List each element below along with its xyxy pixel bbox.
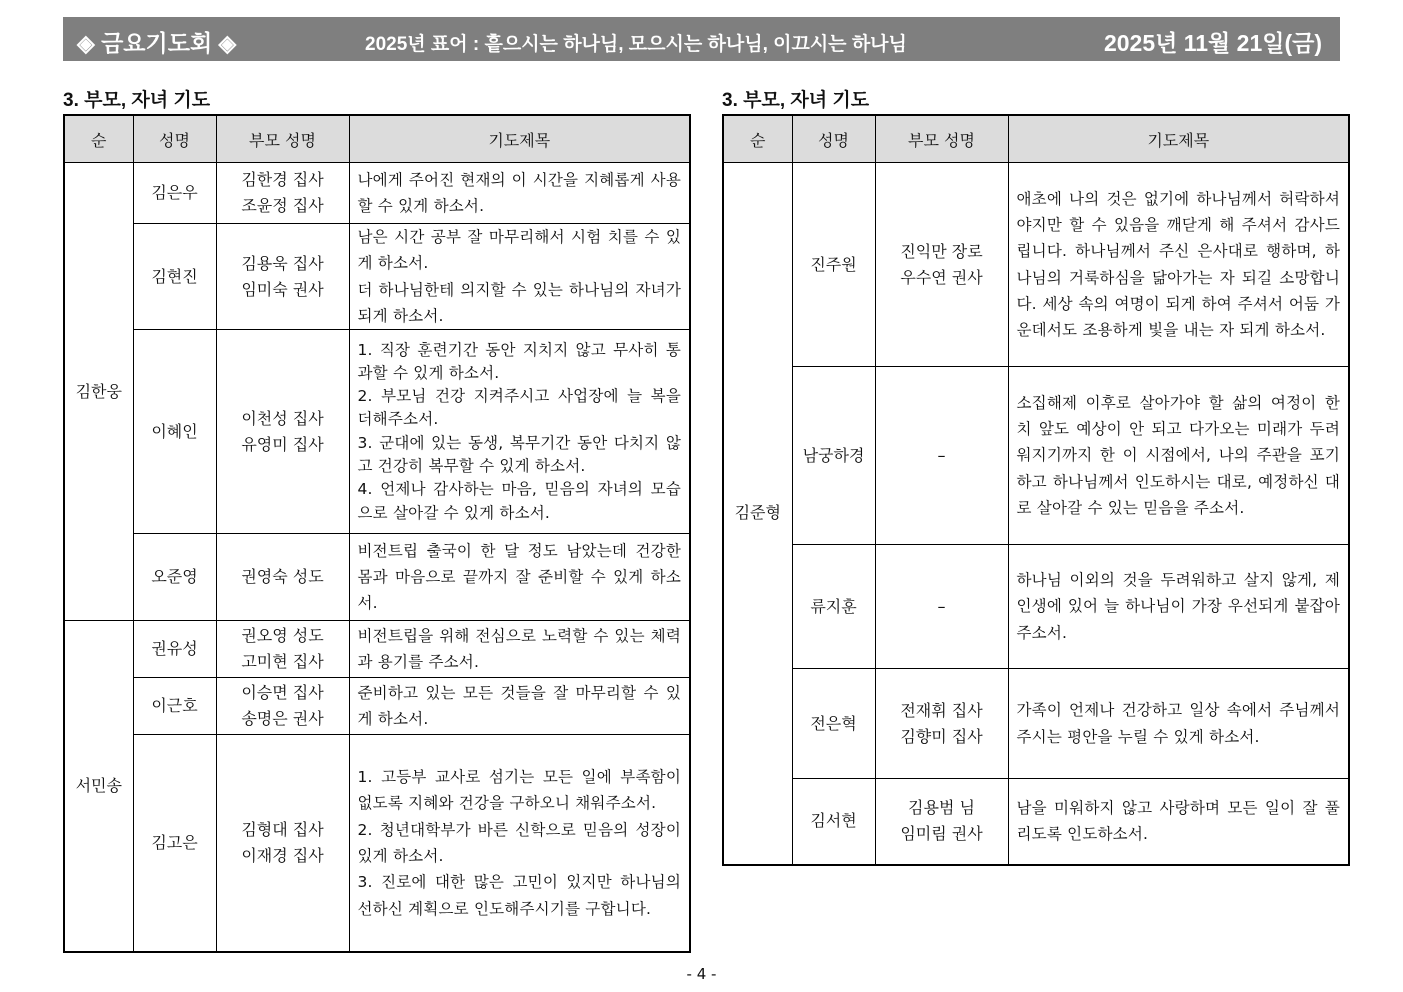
col-header-prayer: 기도제목 [1008, 115, 1349, 163]
left-prayer-table [63, 114, 691, 953]
parent-names: 이승면 집사 송명은 권사 [216, 678, 349, 735]
prayer-text: 비전트립 출국이 한 달 정도 남았는데 건강한 몸과 마음으로 끝까지 잘 준비할 수 있게 하소서. [349, 534, 690, 621]
member-name: 권유성 [133, 621, 216, 678]
col-header-order: 순 [723, 115, 792, 163]
parent-names: 권영숙 성도 [216, 534, 349, 621]
group-leader: 김준형 [723, 163, 792, 865]
member-name: 이혜인 [133, 330, 216, 534]
parent-names: 김용욱 집사 임미숙 권사 [216, 224, 349, 330]
table-row [64, 621, 690, 678]
prayer-text: 애초에 나의 것은 없기에 하나님께서 허락하셔야지만 할 수 있음을 깨닫게 해 주셔서 감사드립니다. 하나님께서 주신 은사대로 행하며, 하나님의 거룩하심을 닮아가는 자 되길 소망합니다. 세상 속의 여명이 되게 하여 주셔서 어둠 가운데서도 조용하게 빛을 내는 자 되게 하소서. [1008, 163, 1349, 367]
table-row [64, 224, 690, 330]
parent-names: – [875, 545, 1008, 669]
col-header-prayer: 기도제목 [349, 115, 690, 163]
year-motto: 2025년 표어 : 흩으시는 하나님, 모으시는 하나님, 이끄시는 하나님 [365, 34, 907, 55]
table-row [64, 678, 690, 735]
member-name: 김서현 [792, 779, 875, 865]
col-header-parents: 부모 성명 [216, 115, 349, 163]
service-title: ◈ 금요기도회 ◈ [77, 30, 237, 56]
prayer-text: 1. 직장 훈련기간 동안 지치지 않고 무사히 통과할 수 있게 하소서. 2. 부모님 건강 지켜주시고 사업장에 늘 복을 더해주소서. 3. 군대에 있는 동생, 복무기간 동안 다치지 않고 건강히 복무할 수 있게 하소서. 4. 언제나 감사하는 마음, 믿음의 자녀의 모습으로 살아갈 수 있게 하소서. [349, 330, 690, 534]
left-section-title: 3. 부모, 자녀 기도 [63, 90, 211, 111]
prayer-text: 나에게 주어진 현재의 이 시간을 지혜롭게 사용할 수 있게 하소서. [349, 163, 690, 224]
member-name: 남궁하경 [792, 367, 875, 545]
prayer-text: 남은 시간 공부 잘 마무리해서 시험 치를 수 있게 하소서. 더 하나님한테 의지할 수 있는 하나님의 자녀가 되게 하소서. [349, 224, 690, 330]
prayer-text: 남을 미워하지 않고 사랑하며 모든 일이 잘 풀리도록 인도하소서. [1008, 779, 1349, 865]
col-header-name: 성명 [133, 115, 216, 163]
group-leader: 서민송 [64, 621, 133, 952]
member-name: 김현진 [133, 224, 216, 330]
table-header-row [64, 115, 690, 163]
prayer-text: 준비하고 있는 모든 것들을 잘 마무리할 수 있게 하소서. [349, 678, 690, 735]
member-name: 이근호 [133, 678, 216, 735]
col-header-order: 순 [64, 115, 133, 163]
table-row [723, 779, 1349, 865]
member-name: 김고은 [133, 735, 216, 952]
member-name: 류지훈 [792, 545, 875, 669]
prayer-text: 1. 고등부 교사로 섬기는 모든 일에 부족함이 없도록 지혜와 건강을 구하오니 채워주소서. 2. 청년대학부가 바른 신학으로 믿음의 성장이 있게 하소서. 3. 진로에 대한 많은 고민이 있지만 하나님의 선하신 계획으로 인도해주시기를 구합니다. [349, 735, 690, 952]
table-header-row [723, 115, 1349, 163]
right-section-title: 3. 부모, 자녀 기도 [722, 90, 870, 111]
parent-names: 전재휘 집사 김향미 집사 [875, 669, 1008, 779]
parent-names: 진익만 장로 우수연 권사 [875, 163, 1008, 367]
prayer-text: 비전트립을 위해 전심으로 노력할 수 있는 체력과 용기를 주소서. [349, 621, 690, 678]
member-name: 진주원 [792, 163, 875, 367]
table-row [64, 163, 690, 224]
parent-names: 김한경 집사 조윤정 집사 [216, 163, 349, 224]
member-name: 김은우 [133, 163, 216, 224]
parent-names: 권오영 성도 고미현 집사 [216, 621, 349, 678]
col-header-parents: 부모 성명 [875, 115, 1008, 163]
header-bar [63, 17, 1340, 61]
page-number: - 4 - [686, 965, 717, 983]
col-header-name: 성명 [792, 115, 875, 163]
parent-names: 김형대 집사 이재경 집사 [216, 735, 349, 952]
table-row [723, 669, 1349, 779]
parent-names: 이천성 집사 유영미 집사 [216, 330, 349, 534]
prayer-text: 하나님 이외의 것을 두려워하고 살지 않게, 제 인생에 있어 늘 하나님이 가장 우선되게 붙잡아주소서. [1008, 545, 1349, 669]
service-date: 2025년 11월 21일(금) [1103, 30, 1322, 56]
table-row [64, 330, 690, 534]
group-leader: 김한웅 [64, 163, 133, 621]
table-row [64, 735, 690, 952]
table-row [723, 163, 1349, 367]
parent-names: – [875, 367, 1008, 545]
parent-names: 김용범 님 임미림 권사 [875, 779, 1008, 865]
table-row [723, 545, 1349, 669]
prayer-text: 가족이 언제나 건강하고 일상 속에서 주님께서 주시는 평안을 누릴 수 있게 하소서. [1008, 669, 1349, 779]
member-name: 오준영 [133, 534, 216, 621]
table-row [723, 367, 1349, 545]
member-name: 전은혁 [792, 669, 875, 779]
prayer-text: 소집해제 이후로 살아가야 할 삶의 여정이 한 치 앞도 예상이 안 되고 다가오는 미래가 두려워지기까지 한 이 시점에서, 나의 주관을 포기하고 하나님께서 인도하시는 대로, 예정하신 대로 살아갈 수 있는 믿음을 주소서. [1008, 367, 1349, 545]
right-prayer-table [722, 114, 1350, 866]
table-row [64, 534, 690, 621]
